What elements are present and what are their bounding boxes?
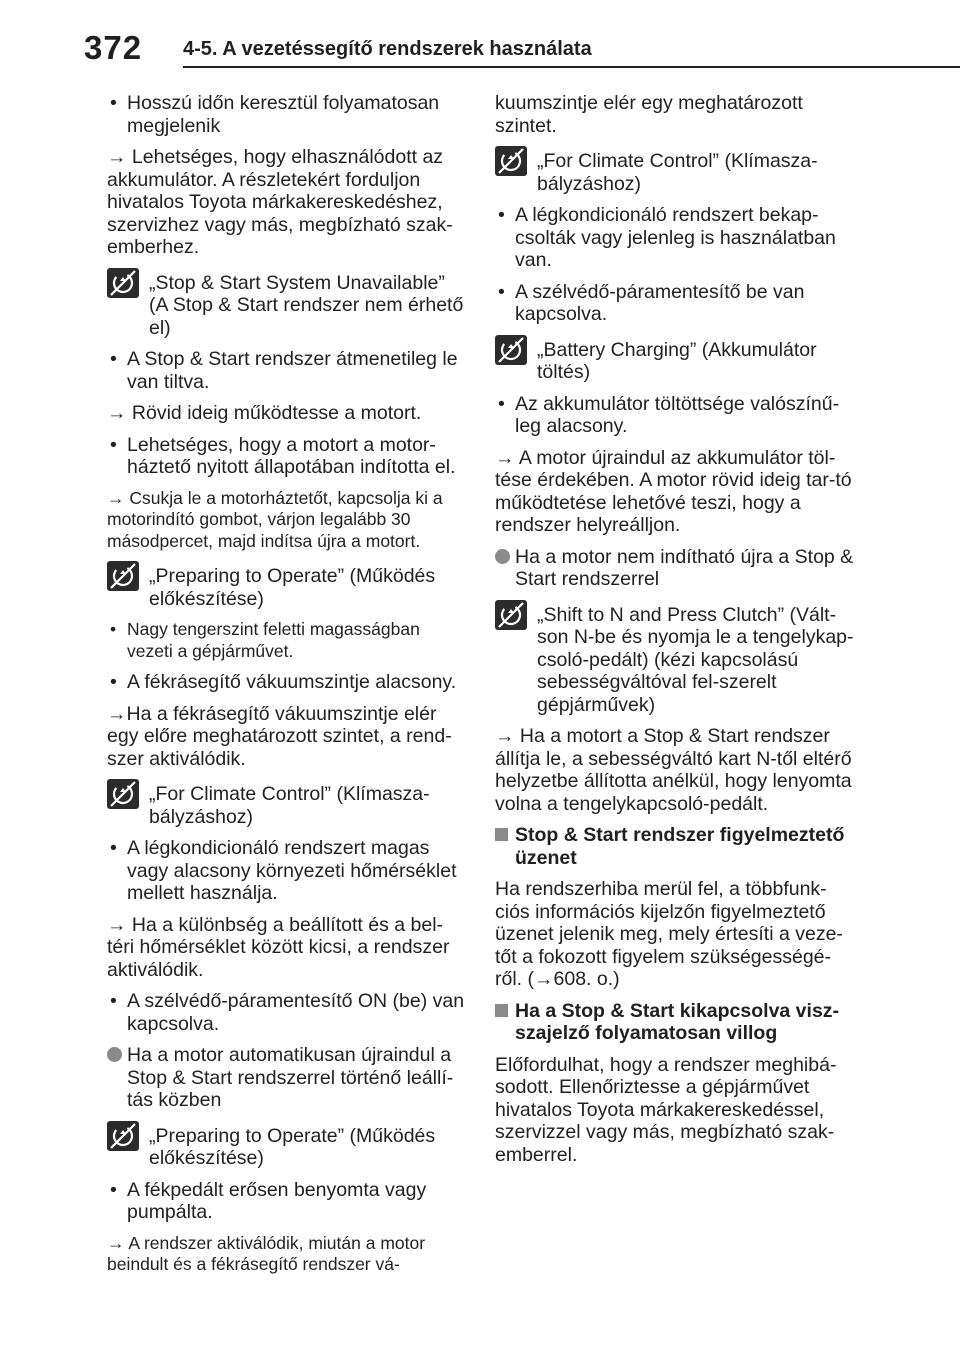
stop-start-off-icon	[495, 335, 527, 365]
message-heading	[107, 779, 467, 828]
message-title: „Battery Charging” (Akkumulátor töltés)	[537, 338, 817, 383]
paragraph: → Lehetséges, hogy elhasználódott az akkumulátor. A részletekért forduljon hivatalos Toyota márkakereskedéshez, szervizhez vagy más, megbízható szak-emberhez.	[107, 146, 453, 258]
square-bullet-icon	[495, 1004, 508, 1017]
subsection-heading-text: Stop & Start rendszer figyelmeztető üzenet	[515, 824, 845, 869]
stop-start-off-icon	[107, 268, 139, 298]
bullet-item: • Az akkumulátor töltöttsége valószínű-leg alacsony.	[495, 393, 855, 438]
message-heading	[107, 268, 467, 340]
stop-start-off-icon	[107, 561, 139, 591]
message-title: „Stop & Start System Unavailable” (A Stop & Start rendszer nem érhető el)	[149, 271, 464, 339]
message-title: „For Climate Control” (Klímasza-bályzáshoz)	[149, 783, 430, 828]
bullet-item: • A fékpedált erősen benyomta vagy pumpálta.	[107, 1179, 467, 1224]
circle-bullet-icon	[107, 1047, 122, 1062]
bullet-item: • A légkondicionáló rendszert bekap-csolták vagy jelenleg is használatban van.	[495, 204, 855, 272]
bullet-item: • A szélvédő-páramentesítő ON (be) van kapcsolva.	[107, 990, 467, 1035]
paragraph: → Csukja le a motorháztetőt, kapcsolja ki a motorindító gombot, várjon legalább 30 másodpercet, majd indítsa újra a motort.	[107, 487, 443, 551]
message-heading	[107, 1121, 467, 1170]
page-header	[0, 0, 960, 76]
bullet-item: • A Stop & Start rendszer átmenetileg le van tiltva.	[107, 348, 467, 393]
paragraph: Ha rendszerhiba merül fel, a többfunk-ciós információs kijelzőn figyelmeztető üzenet jelenik meg, mely értesíti a veze-tőt a fokozott figyelem szükségességé-ről. (→608. o.)	[495, 878, 843, 990]
stop-start-off-icon	[107, 779, 139, 809]
paragraph: kuumszintje elér egy meghatározott szintet.	[495, 92, 803, 137]
bullet-item: • A légkondicionáló rendszert magas vagy alacsony környezeti hőmérséklet mellett használja.	[107, 837, 467, 905]
message-title: „Preparing to Operate” (Működés előkészítése)	[149, 1124, 436, 1169]
subsection-heading	[495, 824, 855, 869]
page-number: 372	[84, 29, 143, 66]
bullet-item: • Nagy tengerszint feletti magasságban vezeti a gépjárművet.	[107, 619, 467, 662]
stop-start-off-icon	[107, 1121, 139, 1151]
message-title: „Shift to N and Press Clutch” (Vált-son N-be és nyomja le a tengelykap-csoló-pedált) (kézi kapcsolású sebességváltóval fel-szerelt gépjárművek)	[537, 603, 854, 716]
left-column	[107, 92, 467, 1285]
paragraph: → Ha a különbség a beállított és a bel-téri hőmérséklet között kicsi, a rendszer aktiválódik.	[107, 913, 450, 981]
circle-bullet-icon	[495, 549, 510, 564]
stop-start-off-icon	[495, 600, 527, 630]
bullet-item: • Hosszú időn keresztül folyamatosan megjelenik	[107, 92, 467, 137]
paragraph: → Ha a motort a Stop & Start rendszer állítja le, a sebességváltó kart N-től eltérő helyzetbe állította anélkül, hogy lenyomta volna a tengelykapcsoló-pedált.	[495, 725, 852, 815]
subsection-heading	[495, 1000, 855, 1045]
paragraph: Előfordulhat, hogy a rendszer meghibá-sodott. Ellenőriztesse a gépjárművet hivatalos Toyota márkakereskedéssel, szervizzel vagy más, megbízható szak-emberrel.	[495, 1053, 837, 1166]
section-item-text: Ha a motor automatikusan újraindul a Stop & Start rendszerrel történő leállí-tás közben	[127, 1044, 454, 1111]
stop-start-off-icon	[495, 146, 527, 176]
bullet-item: • A szélvédő-páramentesítő be van kapcsolva.	[495, 281, 855, 326]
chapter-title: 4-5. A vezetéssegítő rendszerek használata	[183, 38, 592, 60]
bullet-item: • Lehetséges, hogy a motort a motor-háztető nyitott állapotában indította el.	[107, 434, 467, 479]
section-item-text: Ha a motor nem indítható újra a Stop & Start rendszerrel	[515, 545, 854, 590]
section-item	[107, 1044, 467, 1112]
paragraph: → A rendszer aktiválódik, miután a motor beindult és a fékrásegítő rendszer vá-	[107, 1232, 426, 1274]
message-title: „Preparing to Operate” (Működés előkészítése)	[149, 565, 436, 610]
message-heading	[495, 335, 855, 384]
square-bullet-icon	[495, 828, 508, 841]
message-heading	[495, 600, 855, 717]
right-column	[495, 92, 855, 1175]
header-rule	[183, 66, 960, 68]
message-heading	[107, 561, 467, 610]
section-item	[495, 546, 855, 591]
paragraph: → A motor újraindul az akkumulátor töl-tése érdekében. A motor rövid ideig tar-tó működtetése lehetővé teszi, hogy a rendszer helyreálljon.	[495, 446, 852, 536]
message-heading	[495, 146, 855, 195]
subsection-heading-text: Ha a Stop & Start kikapcsolva visz-szajelző folyamatosan villog	[515, 999, 840, 1044]
paragraph: → Rövid ideig működtesse a motort.	[107, 402, 422, 424]
bullet-item: • A fékrásegítő vákuumszintje alacsony.	[107, 671, 467, 694]
message-title: „For Climate Control” (Klímasza-bályzáshoz)	[537, 150, 818, 195]
paragraph: →Ha a fékrásegítő vákuumszintje elér egy előre meghatározott szintet, a rend-szer aktiválódik.	[107, 702, 452, 770]
